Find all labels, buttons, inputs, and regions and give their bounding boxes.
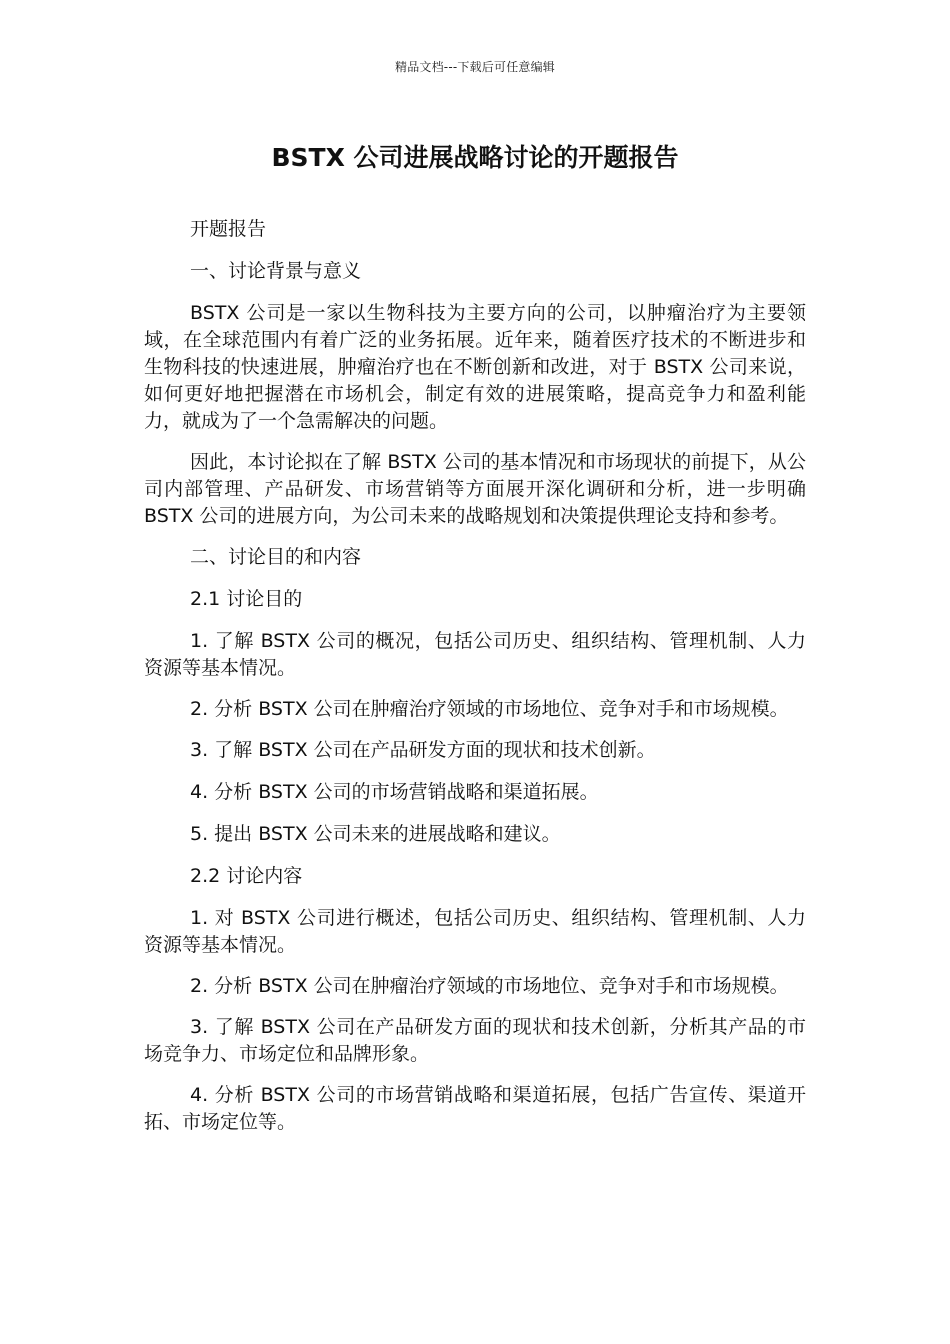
list-item: 1. 对 BSTX 公司进行概述，包括公司历史、组织结构、管理机制、人力资源等基本情况。 <box>144 907 806 956</box>
section-label-report: 开题报告 <box>190 218 267 240</box>
document-body <box>144 216 806 1150</box>
subheading-purpose: 2.1 讨论目的 <box>190 588 303 610</box>
list-item: 3. 了解 BSTX 公司在产品研发方面的现状和技术创新。 <box>190 739 656 761</box>
list-item: 3. 了解 BSTX 公司在产品研发方面的现状和技术创新，分析其产品的市场竞争力、市场定位和品牌形象。 <box>144 1016 806 1065</box>
section-heading-background: 一、讨论背景与意义 <box>190 260 362 282</box>
list-item: 5. 提出 BSTX 公司未来的进展战略和建议。 <box>190 823 561 845</box>
header-note: 精品文档---下载后可任意编辑 <box>395 60 555 74</box>
document-title: BSTX 公司进展战略讨论的开题报告 <box>271 143 679 172</box>
subheading-content: 2.2 讨论内容 <box>190 865 303 887</box>
paragraph-therefore: 因此，本讨论拟在了解 BSTX 公司的基本情况和市场现状的前提下，从公司内部管理、产品研发、市场营销等方面展开深化调研和分析，进一步明确 BSTX 公司的进展方向，为公司未来的战略规划和决策提供理论支持和参考。 <box>144 451 806 527</box>
list-item: 4. 分析 BSTX 公司的市场营销战略和渠道拓展，包括广告宣传、渠道开拓、市场定位等。 <box>144 1084 806 1133</box>
paragraph-background: BSTX 公司是一家以生物科技为主要方向的公司，以肿瘤治疗为主要领域，在全球范围内有着广泛的业务拓展。近年来，随着医疗技术的不断进步和生物科技的快速进展，肿瘤治疗也在不断创新和改进，对于 BSTX 公司来说，如何更好地把握潜在市场机会，制定有效的进展策略，提高竞争力和盈利能力，就成为了一个急需解决的问题。 <box>144 302 806 432</box>
list-item: 2. 分析 BSTX 公司在肿瘤治疗领域的市场地位、竞争对手和市场规模。 <box>190 975 789 997</box>
list-item: 2. 分析 BSTX 公司在肿瘤治疗领域的市场地位、竞争对手和市场规模。 <box>190 698 789 720</box>
section-heading-purpose-content: 二、讨论目的和内容 <box>190 546 362 568</box>
list-item: 1. 了解 BSTX 公司的概况，包括公司历史、组织结构、管理机制、人力资源等基本情况。 <box>144 630 806 679</box>
list-item: 4. 分析 BSTX 公司的市场营销战略和渠道拓展。 <box>190 781 599 803</box>
